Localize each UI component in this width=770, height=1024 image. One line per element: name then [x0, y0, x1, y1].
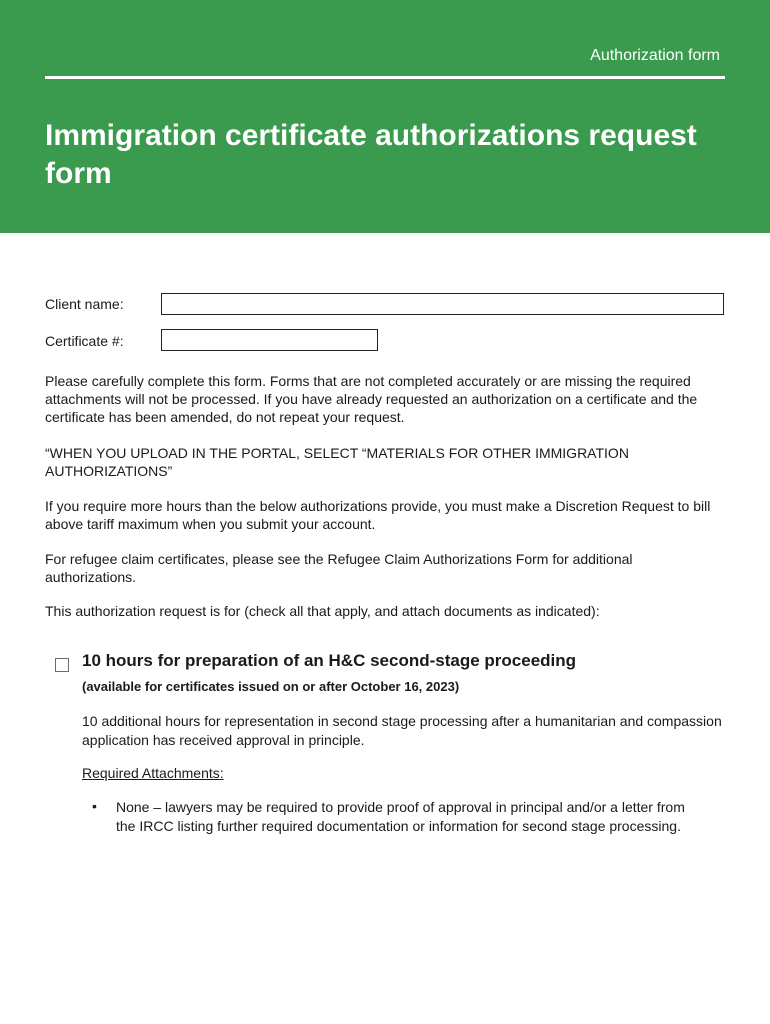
header-divider	[45, 76, 725, 79]
bullet-marker: •	[92, 798, 97, 814]
section-availability-note: (available for certificates issued on or after October 16, 2023)	[82, 679, 460, 694]
form-type-label: Authorization form	[590, 47, 720, 64]
list-item: None – lawyers may be required to provide proof of approval in principal and/or a letter from the IRCC listing further required documentation or information for second stage processing.	[116, 799, 685, 834]
certificate-number-label: Certificate #:	[45, 333, 124, 349]
client-name-field[interactable]	[161, 293, 724, 315]
intro-paragraph-refugee: For refugee claim certificates, please see the Refugee Claim Authorizations Form for additional authorizations.	[45, 551, 633, 585]
certificate-number-field[interactable]	[161, 329, 378, 351]
header-banner	[0, 0, 770, 233]
client-name-label: Client name:	[45, 296, 124, 312]
page-title: Immigration certificate authorizations request form	[45, 119, 697, 190]
intro-paragraph-discretion: If you require more hours than the below authorizations provide, you must make a Discretion Request to bill above tariff maximum when you submit your account.	[45, 498, 711, 532]
section-title-hc-second-stage: 10 hours for preparation of an H&C second-stage proceeding	[82, 651, 577, 670]
section-description: 10 additional hours for representation in second stage processing after a humanitarian and compassion application has received approval in principle.	[82, 713, 722, 748]
hc-second-stage-checkbox[interactable]	[55, 658, 69, 672]
required-attachments-label: Required Attachments:	[82, 765, 224, 781]
intro-paragraph-instructions: Please carefully complete this form. Forms that are not completed accurately or are missing the required attachments will not be processed. If you have already requested an authorization on a certificate and the certificate has been amended, do not repeat your request.	[45, 373, 698, 425]
intro-paragraph-upload-note: “WHEN YOU UPLOAD IN THE PORTAL, SELECT “MATERIALS FOR OTHER IMMIGRATION AUTHORIZATIONS”	[45, 445, 629, 479]
intro-paragraph-request-for: This authorization request is for (check all that apply, and attach documents as indicated):	[45, 603, 600, 619]
